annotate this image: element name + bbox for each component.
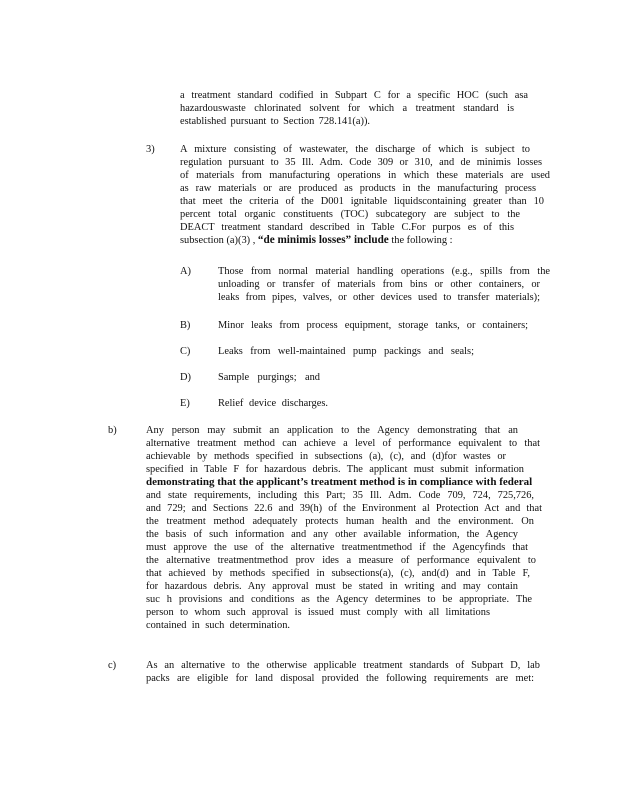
item-b-line: alternative treatment method can achieve a level of performance equivalent to that <box>146 438 540 449</box>
de-minimis-definition: “de minimis losses” include <box>257 234 389 246</box>
item-3-label: 3) <box>146 144 155 155</box>
subitem-a-line: Those from normal material handling operations (e.g., spills from the <box>218 266 550 277</box>
item-b-line: the treatment method adequately protects human health and the environment. On <box>146 516 534 527</box>
item-b-line: achievable by methods specified in subsections (a), (c), and (d)for wastes or <box>146 451 506 462</box>
item-b-line: suc h provisions and conditions as the Agency determines to be appropriate. The <box>146 594 532 605</box>
item-b-line: specified in Table F for hazardous debris. The applicant must submit information <box>146 464 524 475</box>
intro-line: established pursuant to Section 728.141(a)). <box>180 116 370 127</box>
item-b-line: and 729; and Sections 22.6 and 39(h) of the Environment al Protection Act and that <box>146 503 542 514</box>
item-3-line: that meet the criteria of the D001 ignitable liquidscontaining greater than 10 <box>180 196 544 207</box>
subitem-e-line: Relief device discharges. <box>218 398 328 409</box>
item-b-line: Any person may submit an application to the Agency demonstrating that an <box>146 425 518 436</box>
item-3-line: of materials from manufacturing operations in which these materials are used <box>180 170 550 181</box>
item-c-label: c) <box>108 660 117 671</box>
subitem-c-line: Leaks from well-maintained pump packings and seals; <box>218 346 474 357</box>
item-b-line: must approve the use of the alternative treatmentmethod if the Agencyfinds that <box>146 542 528 553</box>
item-3-line: as raw materials or are produced as products in the manufacturing process <box>180 183 536 194</box>
item-3-line: A mixture consisting of wastewater, the discharge of which is subject to <box>180 144 530 155</box>
subitem-b-label: B) <box>180 320 191 331</box>
subitem-d-label: D) <box>180 372 191 383</box>
item-b-line: and state requirements, including this Part; 35 Ill. Adm. Code 709, 724, 725,726, <box>146 490 534 501</box>
subitem-d-line: Sample purgings; and <box>218 372 320 383</box>
subitem-c-label: C) <box>180 346 191 357</box>
intro-line: hazardouswaste chlorinated solvent for which a treatment standard is <box>180 103 514 114</box>
item-3-line: regulation pursuant to 35 Ill. Adm. Code 309 or 310, and de minimis losses <box>180 157 542 168</box>
item-c-line: As an alternative to the otherwise applicable treatment standards of Subpart D, lab <box>146 660 540 671</box>
item-b-label: b) <box>108 425 117 436</box>
item-c-line: packs are eligible for land disposal provided the following requirements are met: <box>146 673 534 684</box>
item-3-last-line-start: subsection (a)(3) , <box>180 235 258 246</box>
item-b-line: that achieved by methods specified in subsections(a), (c), and(d) and in Table F, <box>146 568 530 579</box>
subitem-a-line: unloading or transfer of materials from bins or other containers, or <box>218 279 540 290</box>
item-3-last-line <box>180 234 453 247</box>
item-b-last-line: contained in such determination. <box>146 620 290 631</box>
item-b-bold-line: demonstrating that the applicant’s treatment method is in compliance with federal <box>146 476 533 488</box>
item-b-line: the alternative treatmentmethod prov ides a measure of performance equivalent to <box>146 555 536 566</box>
subitem-e-label: E) <box>180 398 190 409</box>
subitem-a-label: A) <box>180 266 191 277</box>
item-3-last-line-end: the following : <box>388 235 453 246</box>
item-b-line: the basis of such information and any other available information, the Agency <box>146 529 518 540</box>
item-b-line: person to whom such approval is issued must comply with all limitations <box>146 607 490 618</box>
intro-line: a treatment standard codified in Subpart C for a specific HOC (such asa <box>180 90 528 101</box>
item-3-line: percent total organic constituents (TOC) subcategory are subject to the <box>180 209 520 220</box>
subitem-b-line: Minor leaks from process equipment, storage tanks, or containers; <box>218 320 528 331</box>
item-3-line: DEACT treatment standard described in Table C.For purpos es of this <box>180 222 514 233</box>
subitem-a-line: leaks from pipes, valves, or other devices used to transfer materials); <box>218 292 540 303</box>
item-b-line: for hazardous debris. Any approval must be stated in writing and may contain <box>146 581 518 592</box>
